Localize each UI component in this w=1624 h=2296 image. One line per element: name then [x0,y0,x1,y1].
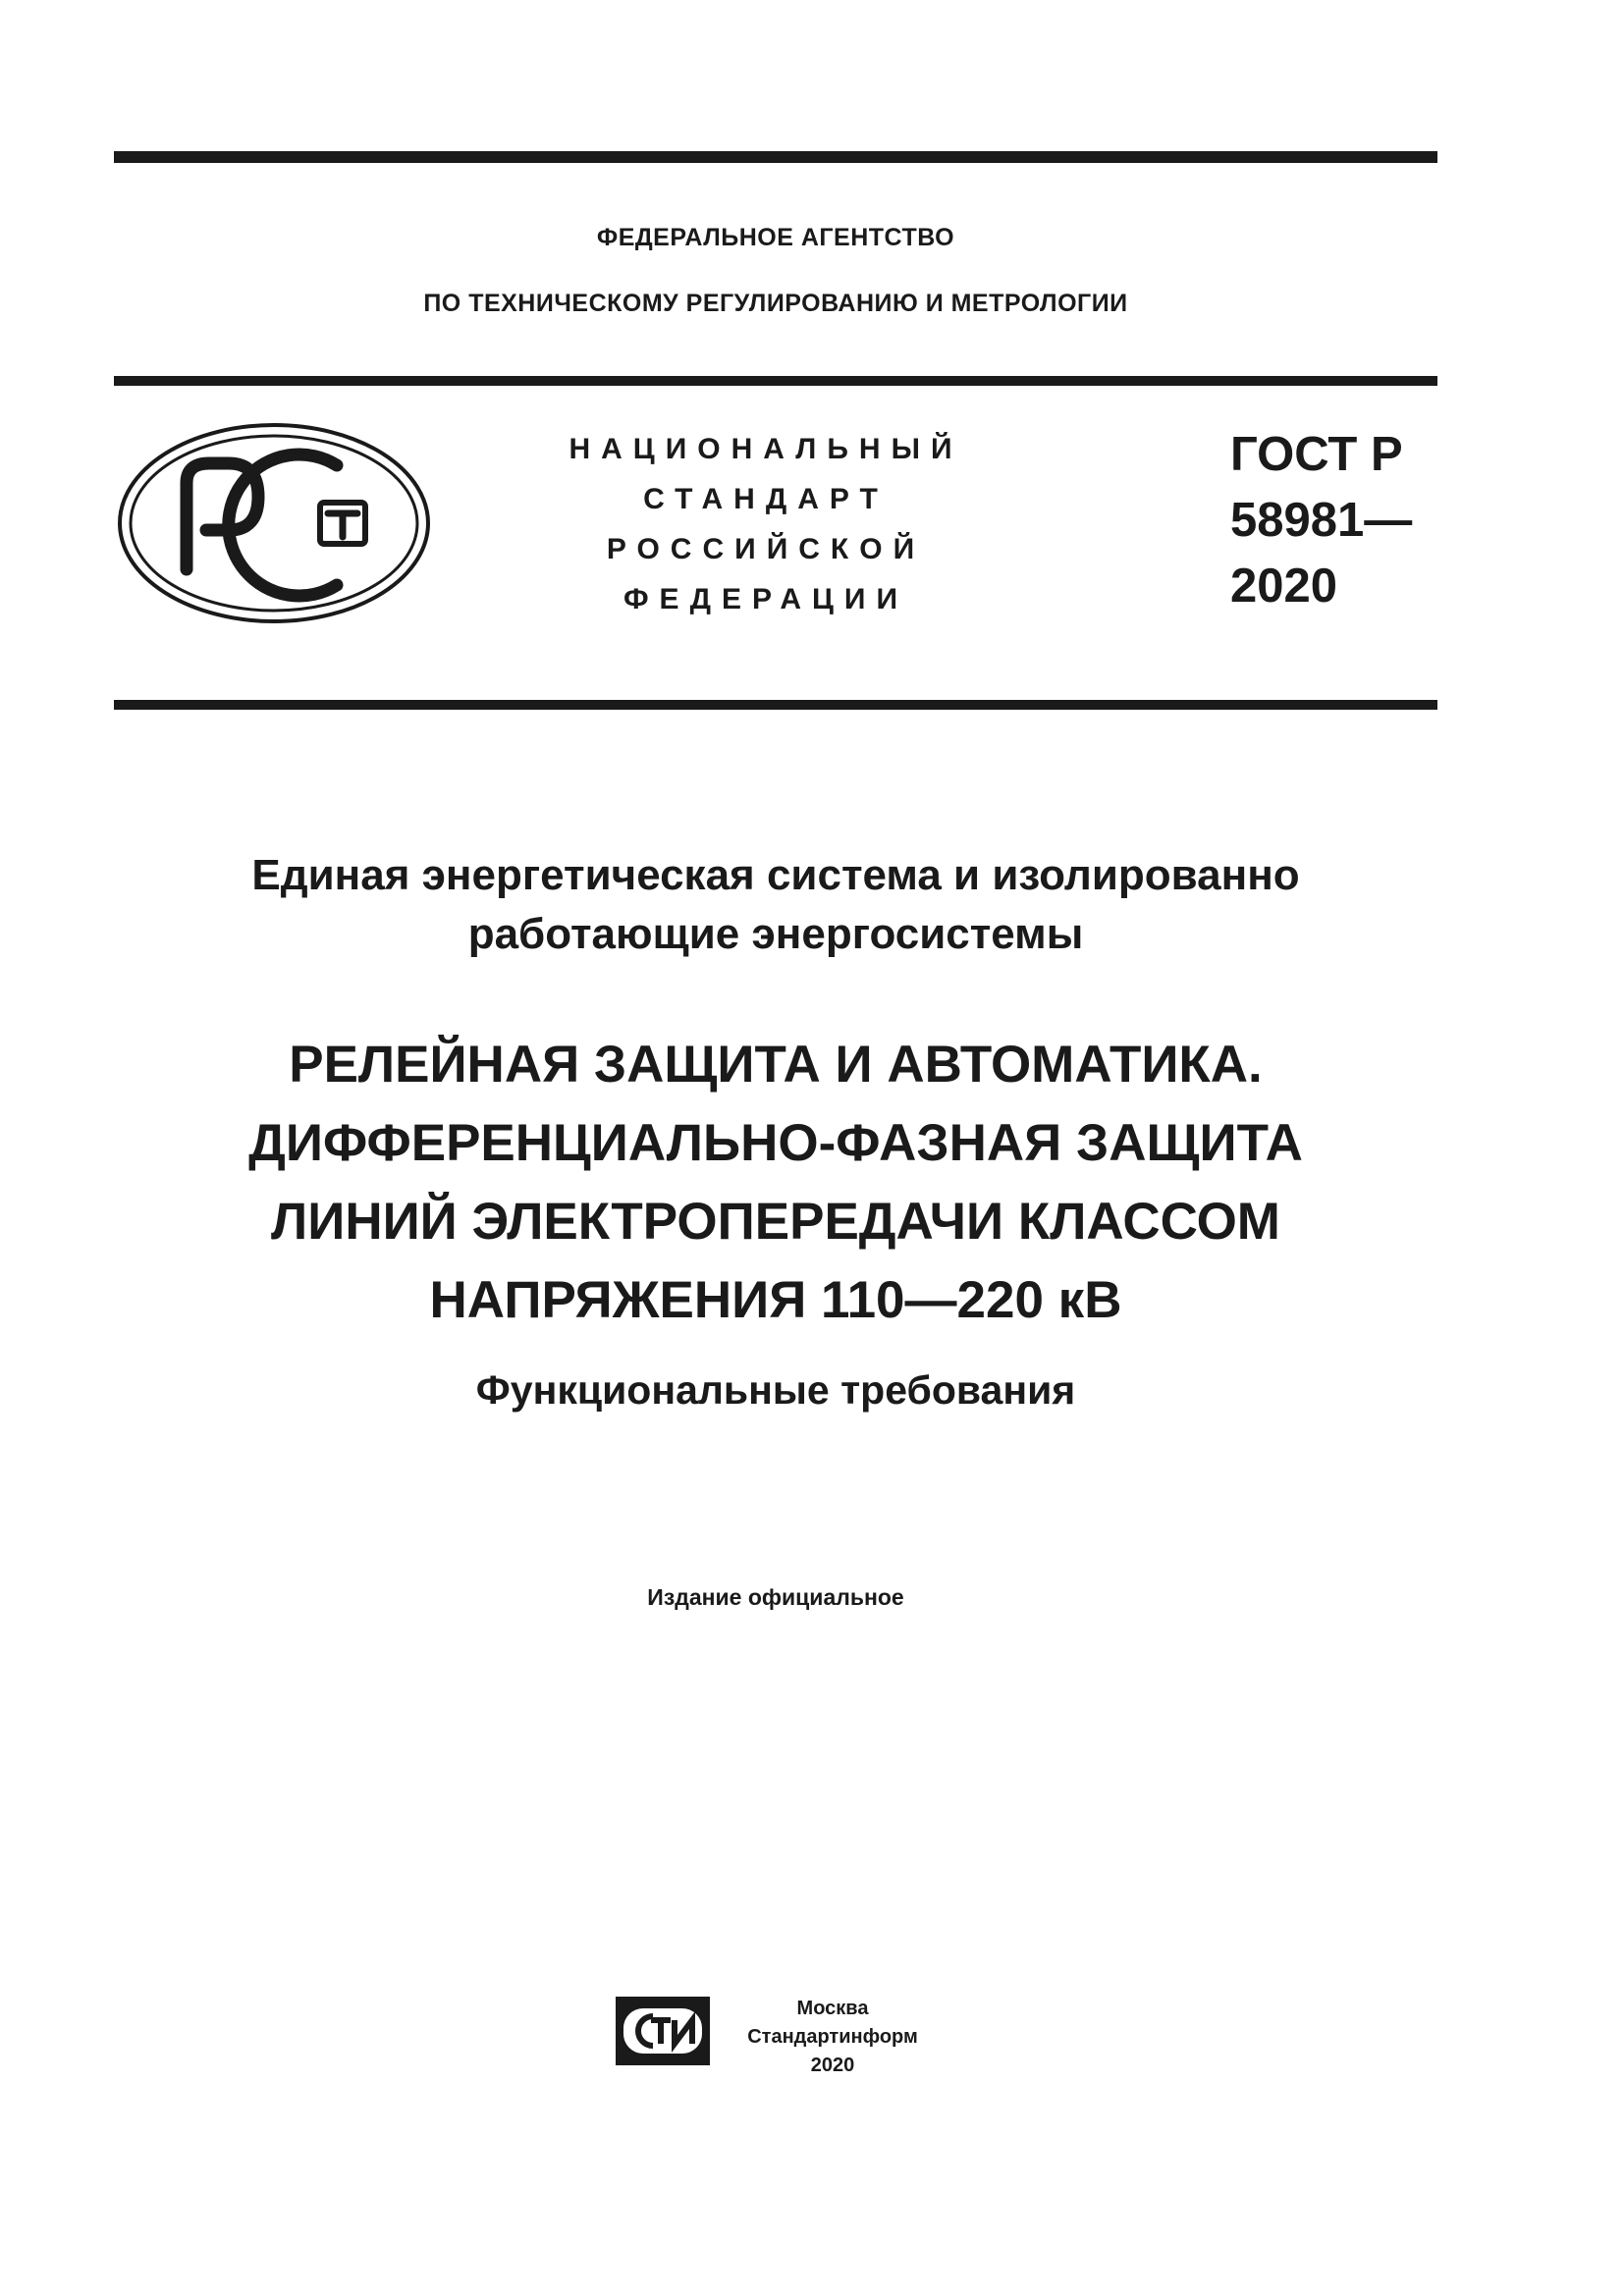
gost-line: 2020 [1230,560,1338,613]
title-line: ДИФФЕРЕНЦИАЛЬНО-ФАЗНАЯ ЗАЩИТА [248,1114,1303,1172]
publisher-year: 2020 [810,2055,855,2076]
top-divider [114,151,1437,163]
logo-divider [114,700,1437,710]
rst-mark-icon [116,420,432,626]
header-divider [114,376,1437,386]
document-title [114,1026,1437,1340]
national-standard-line: ФЕДЕРАЦИИ [623,583,909,615]
document-subject [114,846,1437,964]
national-standard-line: РОССИЙСКОЙ [606,533,926,565]
publisher-name: Стандартинформ [747,2026,918,2048]
gost-line: ГОСТ Р [1230,428,1403,481]
agency-line-2: ПО ТЕХНИЧЕСКОМУ РЕГУЛИРОВАНИЮ И МЕТРОЛОГИИ [423,290,1128,317]
standartinform-logo-icon [614,1995,712,2067]
national-standard-label [511,424,1021,624]
national-standard-line: НАЦИОНАЛЬНЫЙ [568,433,963,465]
national-standard-line: СТАНДАРТ [643,483,889,515]
edition-label: Издание официальное [647,1584,904,1610]
agency-line-1: ФЕДЕРАЛЬНОЕ АГЕНТСТВО [596,224,955,251]
title-line: ЛИНИЙ ЭЛЕКТРОПЕРЕДАЧИ КЛАССОМ [271,1193,1280,1251]
publisher-city: Москва [796,1998,869,2019]
subject-line: работающие энергосистемы [467,910,1084,958]
publisher-block [734,1995,931,2080]
subject-line: Единая энергетическая система и изолированно [251,851,1300,899]
title-line: НАПРЯЖЕНИЯ 110—220 кВ [429,1271,1122,1329]
title-line: РЕЛЕЙНАЯ ЗАЩИТА И АВТОМАТИКА. [289,1036,1263,1094]
document-subtitle: Функциональные требования [475,1367,1076,1413]
gost-line: 58981— [1230,494,1413,547]
gost-designation [1230,422,1412,619]
